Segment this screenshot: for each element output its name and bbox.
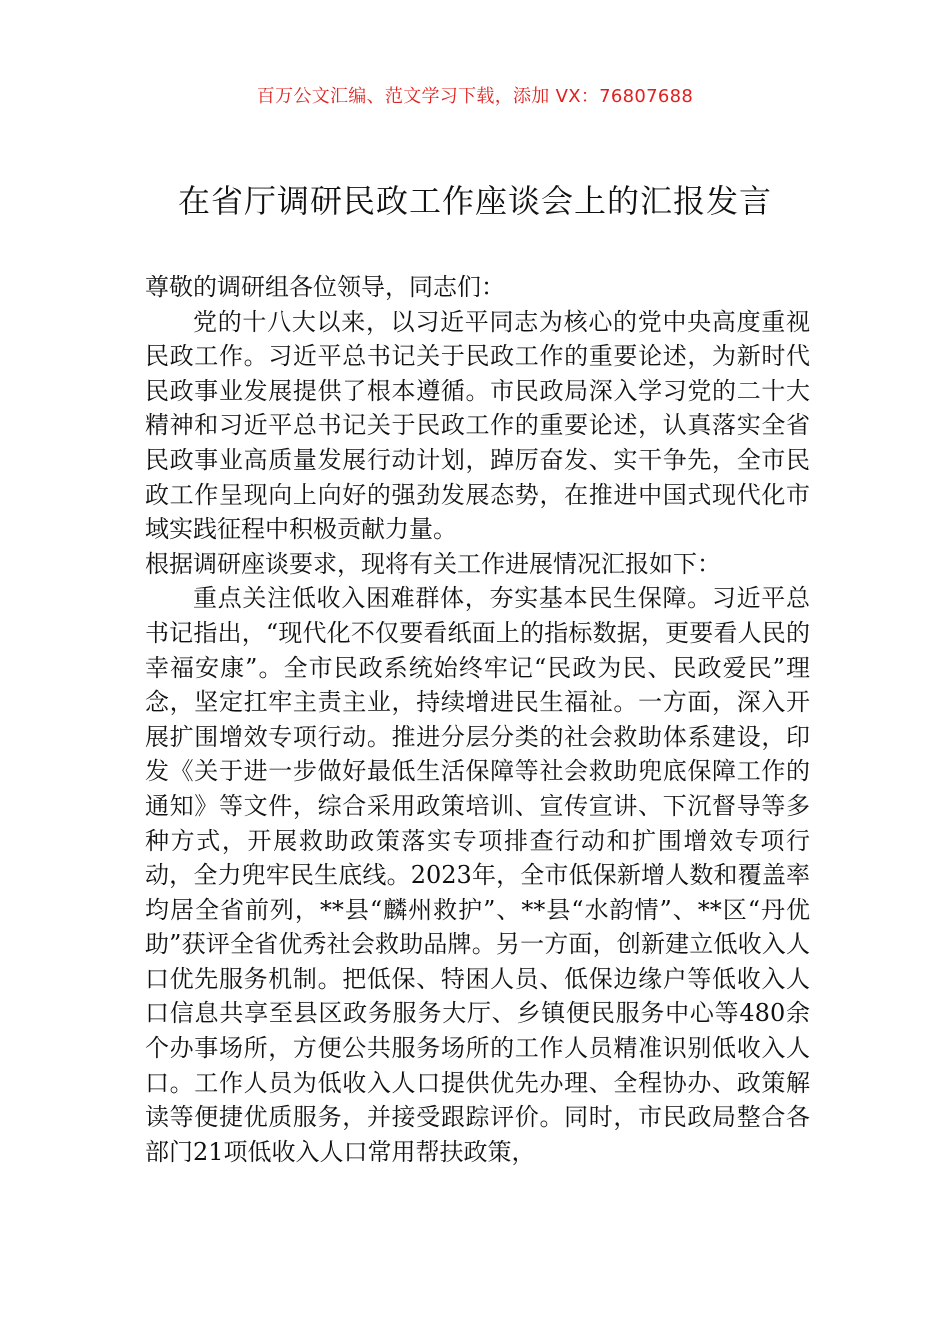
document-title: 在省厅调研民政工作座谈会上的汇报发言 [177, 182, 772, 220]
header-promo-note: 百万公文汇编、范文学习下载，添加 VX：76807688 [256, 86, 694, 107]
salutation: 尊敬的调研组各位领导，同志们： [145, 273, 505, 301]
paragraph-low-income-support: 重点关注低收入困难群体，夯实基本民生保障。习近平总书记指出，“现代化不仅要看纸面上的指标数据，更要看人民的幸福安康”。全市民政系统始终牢记“民政为民、民政爱民”理念，坚定扛牢主责主业，持续增进民生福祉。一方面，深入开展扩围增效专项行动。推进分层分类的社会救助体系建设，印发《关于进一步做好最低生活保障等社会救助兜底保障工作的通知》等文件，综合采用政策培训、宣传宣讲、下沉督导等多种方式，开展救助政策落实专项排查行动和扩围增效专项行动，全力兜牢民生底线。2023年，全市低保新增人数和覆盖率均居全省前列，**县“麟州救护”、**县“水韵情”、**区“丹优助”获评全省优秀社会救助品牌。另一方面，创新建立低收入人口优先服务机制。把低保、特困人员、低保边缘户等低收入人口信息共享至县区政务服务大厅、乡镇便民服务中心等480余个办事场所，方便公共服务场所的工作人员精准识别低收入人口。工作人员为低收入人口提供优先办理、全程协办、政策解读等便捷优质服务，并接受跟踪评价。同时，市民政局整合各部门21项低收入人口常用帮扶政策， [145, 584, 810, 1166]
paragraph-intro: 党的十八大以来，以习近平同志为核心的党中央高度重视民政工作。习近平总书记关于民政工作的重要论述，为新时代民政事业发展提供了根本遵循。市民政局深入学习党的二十大精神和习近平总书记关于民政工作的重要论述，认真落实全省民政事业高质量发展行动计划，踔厉奋发、实干争先，全市民政工作呈现向上向好的强劲发展态势，在推进中国式现代化市域实践征程中积极贡献力量。 [145, 307, 810, 544]
paragraph-transition: 根据调研座谈要求，现将有关工作进展情况汇报如下： [145, 549, 721, 578]
document-body [145, 270, 810, 1169]
